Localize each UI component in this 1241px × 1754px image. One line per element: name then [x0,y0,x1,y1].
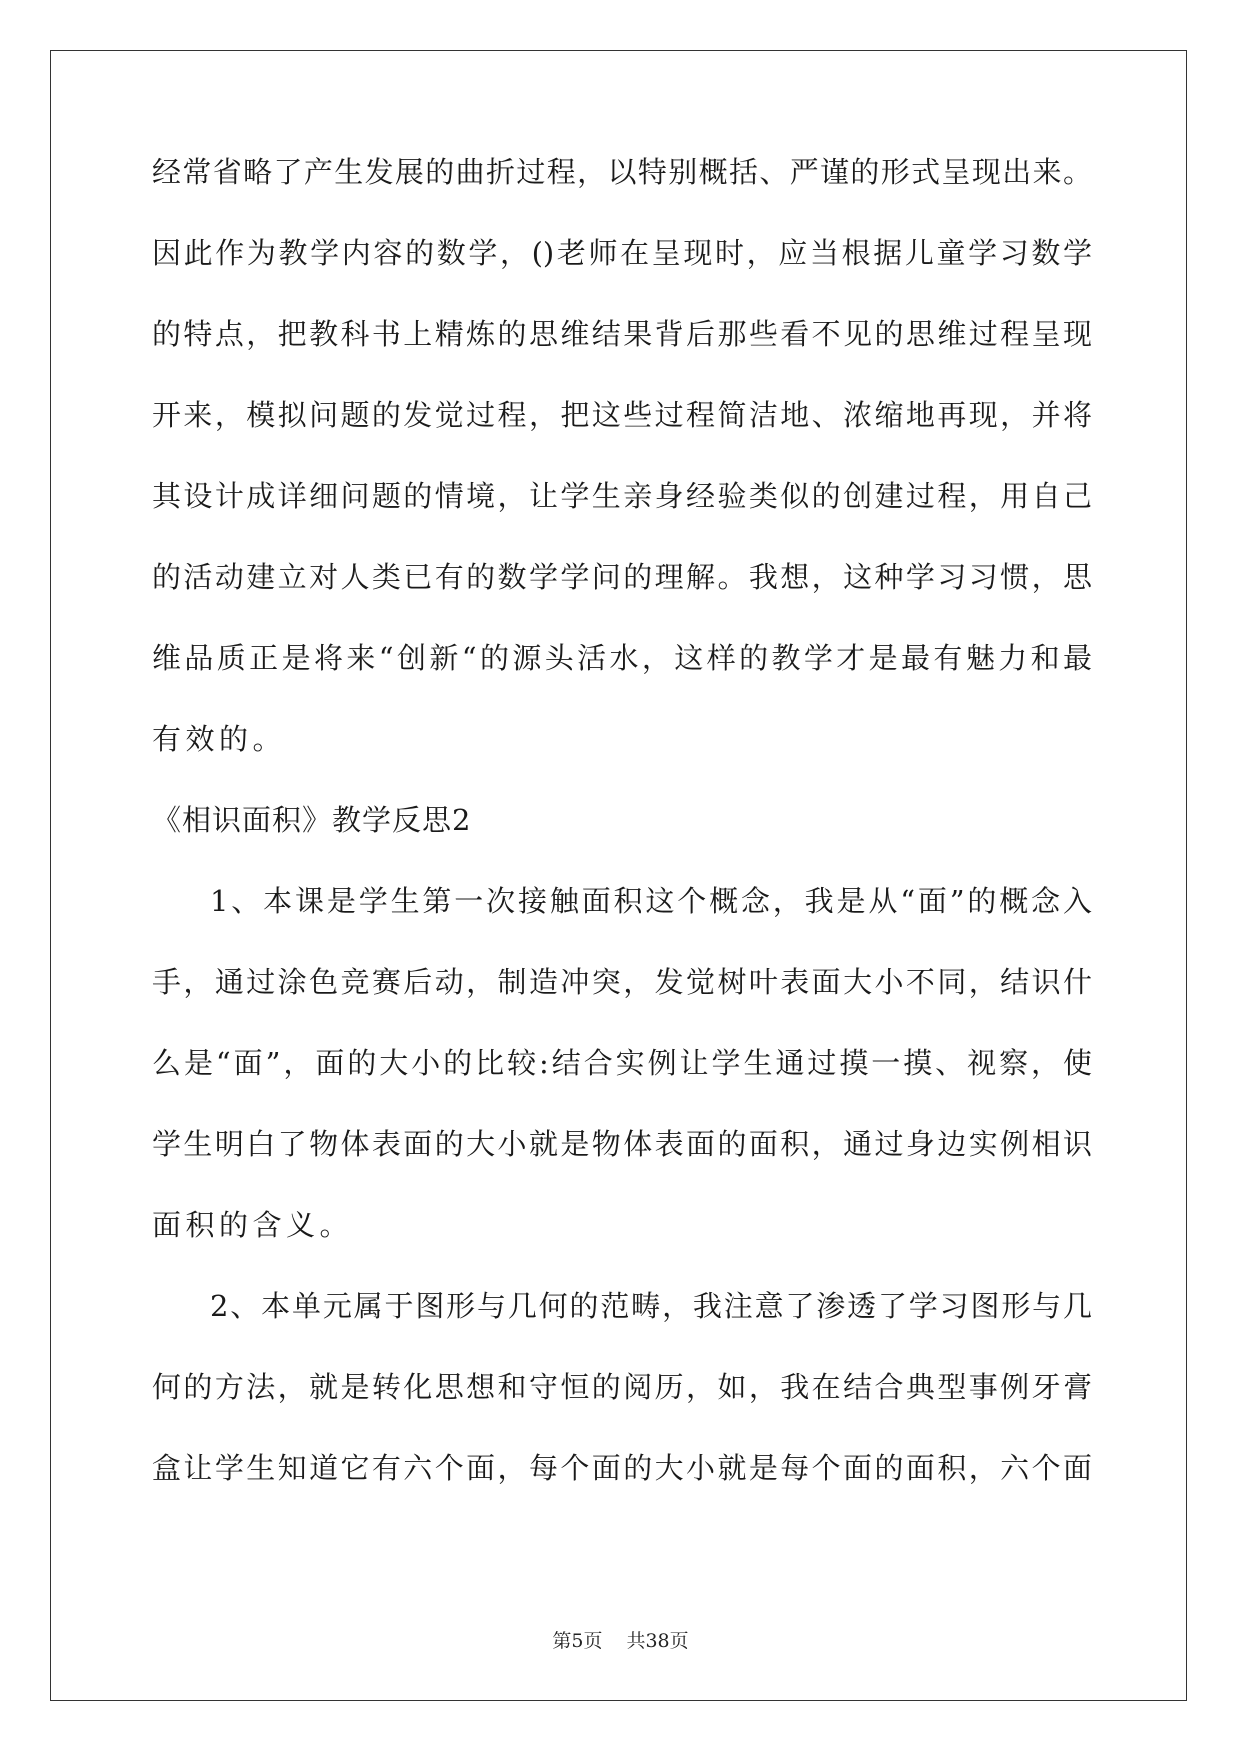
text-line: 面积的含义。 [152,1208,354,1242]
text-line: 的特点，把教科书上精炼的思维结果背后那些看不见的思维过程呈现 [152,317,1092,351]
page-number: 第5页 [552,1630,603,1652]
text-line: 维品质正是将来“创新“的源头活水，这样的教学才是最有魅力和最 [152,641,1092,675]
text-line: 开来，模拟问题的发觉过程，把这些过程简洁地、浓缩地再现，并将 [152,398,1092,432]
section-heading: 《相识面积》教学反思2 [152,803,472,837]
text-line: 学生明白了物体表面的大小就是物体表面的面积，通过身边实例相识 [152,1127,1092,1161]
text-line: 经常省略了产生发展的曲折过程，以特别概括、严谨的形式呈现出来。 [152,155,1092,189]
text-line: 其设计成详细问题的情境，让学生亲身经验类似的创建过程，用自己 [152,479,1092,513]
text-line: 有效的。 [152,722,287,756]
text-line: 么是“面”，面的大小的比较:结合实例让学生通过摸一摸、视察，使 [152,1046,1092,1080]
text-line: 手，通过涂色竞赛后动，制造冲突，发觉树叶表面大小不同，结识什 [152,965,1092,999]
page-footer [0,1626,1241,1653]
document-body [152,155,1092,1532]
text-line: 的活动建立对人类已有的数学学问的理解。我想，这种学习习惯，思 [152,560,1092,594]
text-line: 2、本单元属于图形与几何的范畴，我注意了渗透了学习图形与几 [210,1289,1092,1323]
text-line: 1、本课是学生第一次接触面积这个概念，我是从“面”的概念入 [210,884,1092,918]
text-line: 盒让学生知道它有六个面，每个面的大小就是每个面的面积，六个面 [152,1451,1092,1485]
text-line: 因此作为教学内容的数学，()老师在呈现时，应当根据儿童学习数学 [152,236,1092,270]
text-line: 何的方法，就是转化思想和守恒的阅历，如，我在结合典型事例牙膏 [152,1370,1092,1404]
page-total: 共38页 [626,1630,689,1652]
